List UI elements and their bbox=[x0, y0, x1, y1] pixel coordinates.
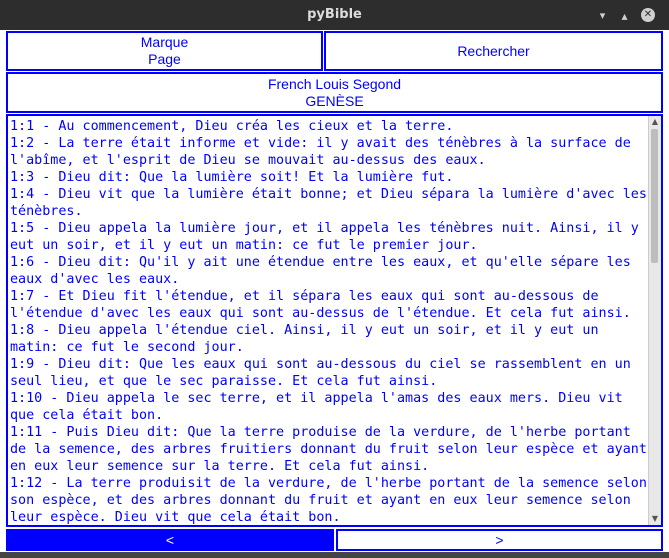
verse-line: 1:5 - Dieu appela la lumière jour, et il appela les ténèbres nuit. Ainsi, il y eut un soir, et il y eut un matin: ce fut le premier jour. bbox=[10, 221, 639, 253]
vertical-scrollbar[interactable] bbox=[648, 116, 661, 525]
verse-line: 1:10 - Dieu appela le sec terre, et il appela l'amas des eaux mers. Dieu vit que cela était bon. bbox=[10, 391, 623, 423]
next-chapter-button[interactable] bbox=[336, 529, 663, 551]
scroll-down-icon[interactable]: ▼ bbox=[651, 514, 659, 523]
search-label: Rechercher bbox=[457, 42, 530, 59]
verse-line: 1:1 - Au commencement, Dieu créa les cieux et la terre. bbox=[10, 119, 454, 134]
verse-line: 1:8 - Dieu appela l'étendue ciel. Ainsi, il y eut un soir, et il y eut un matin: ce fut le second jour. bbox=[10, 323, 599, 355]
window-title: pyBible bbox=[307, 7, 362, 22]
prev-label: < bbox=[165, 531, 175, 548]
book-header bbox=[6, 72, 663, 113]
scroll-up-icon[interactable]: ▲ bbox=[651, 117, 659, 126]
bookmark-label-line2: Page bbox=[148, 51, 181, 67]
search-button[interactable] bbox=[324, 31, 663, 71]
verse-line: 1:2 - La terre était informe et vide: il y avait des ténèbres à la surface de l'abîme, et l'esprit de Dieu se mouvait au-dessus des eaux. bbox=[10, 136, 631, 168]
verse-line: 1:7 - Et Dieu fit l'étendue, et il sépara les eaux qui sont au-dessous de l'étendue d'avec les eaux qui sont au-dessus de l'étendue. Et cela fut ainsi. bbox=[10, 289, 631, 321]
verse-line: 1:6 - Dieu dit: Qu'il y ait une étendue entre les eaux, et qu'elle sépare les eaux d'avec les eaux. bbox=[10, 255, 631, 287]
previous-chapter-button[interactable] bbox=[6, 529, 334, 551]
bookmark-page-button[interactable] bbox=[6, 31, 323, 71]
verse-line: 1:4 - Dieu vit que la lumière était bonne; et Dieu sépara la lumière d'avec les ténèbres. bbox=[10, 187, 647, 219]
maximize-icon[interactable]: ▴ bbox=[621, 8, 628, 23]
verse-list bbox=[10, 118, 648, 526]
scrollbar-thumb[interactable] bbox=[651, 129, 658, 263]
window-titlebar bbox=[0, 0, 669, 30]
verse-line: 1:11 - Puis Dieu dit: Que la terre produise de la verdure, de l'herbe portant de la semence, des arbres fruitiers donnant du fruit selon leur espèce et ayant en eux leur semence sur la terre. Et cela fut ainsi. bbox=[10, 425, 647, 474]
book-title: GENÈSE bbox=[305, 92, 364, 109]
bible-version: French Louis Segond bbox=[267, 75, 402, 92]
verse-line: 1:12 - La terre produisit de la verdure, de l'herbe portant de la semence selon son espèce, et des arbres donnant du fruit et ayant en eux leur semence selon leur espèce. Dieu vit que cela était bon. bbox=[10, 476, 647, 525]
desktop-strip bbox=[0, 552, 669, 558]
verse-text-area[interactable] bbox=[6, 114, 663, 527]
close-icon[interactable]: ✕ bbox=[641, 8, 655, 22]
verse-line: 1:3 - Dieu dit: Que la lumière soit! Et la lumière fut. bbox=[10, 170, 454, 185]
next-label: > bbox=[495, 531, 504, 548]
bookmark-label-line1: Marque bbox=[140, 34, 189, 50]
verse-line: 1:9 - Dieu dit: Que les eaux qui sont au-dessous du ciel se rassemblent en un seul lieu, et que le sec paraisse. Et cela fut ainsi. bbox=[10, 357, 631, 389]
minimize-icon[interactable]: ▾ bbox=[599, 9, 606, 22]
